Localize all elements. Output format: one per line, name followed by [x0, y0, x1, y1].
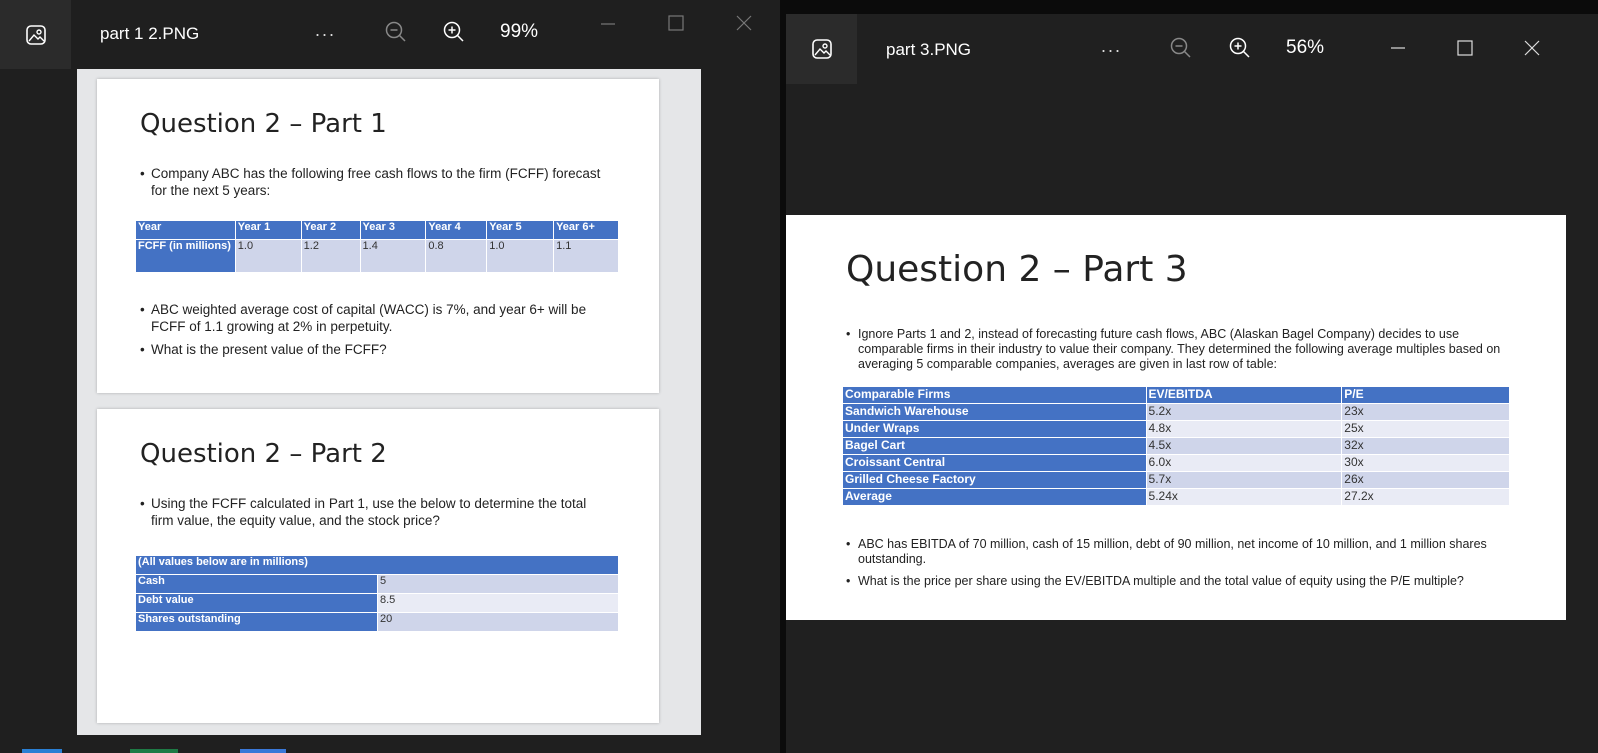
zoom-in-icon[interactable] [442, 20, 466, 44]
bullet-item: • What is the price per share using the EV/EBITDA multiple and the total value of equity using the P/E multiple? [846, 574, 1506, 589]
table-cell: 1.0 [235, 240, 301, 273]
bullet-item: • ABC weighted average cost of capital (WACC) is 7%, and year 6+ will be FCFF of 1.1 growing at 2% in perpetuity. [140, 301, 610, 335]
table-header-cell: Year 4 [426, 221, 487, 240]
photos-window-part1 [0, 0, 780, 753]
table-cell: 4.8x [1146, 421, 1342, 438]
row-label-cell: FCFF (in millions) [136, 240, 236, 273]
table-row [843, 438, 1510, 455]
zoom-level: 99% [500, 21, 539, 42]
table-header-cell: Year 5 [487, 221, 554, 240]
photos-app-icon [25, 24, 47, 46]
taskbar-item[interactable] [240, 749, 286, 753]
window-title: part 3.PNG [886, 40, 972, 59]
table-header-cell: P/E [1342, 387, 1510, 404]
photos-window-part3 [786, 14, 1598, 753]
table-cell: 25x [1342, 421, 1510, 438]
photos-app-icon [811, 38, 833, 60]
bullet-item: • Company ABC has the following free cash flows to the firm (FCFF) forecast for the next 5 years: [140, 165, 610, 199]
bullet-list [846, 537, 1506, 596]
table-cell: 32x [1342, 438, 1510, 455]
window-title: part 1 2.PNG [100, 24, 200, 43]
table-cell: 5.24x [1146, 489, 1342, 506]
slide-question2-part2 [97, 409, 659, 723]
bullet-list [140, 495, 610, 535]
table-cell: 8.5 [378, 594, 619, 613]
maximize-icon[interactable] [1453, 36, 1477, 60]
more-options-button[interactable]: ... [1101, 36, 1123, 56]
bullet-list [846, 327, 1506, 379]
app-icon-button[interactable] [786, 14, 857, 84]
table-row [843, 421, 1510, 438]
table-cell: 1.0 [487, 240, 554, 273]
table-header-cell: Comparable Firms [843, 387, 1147, 404]
table-header-cell: EV/EBITDA [1146, 387, 1342, 404]
bullet-item: • Using the FCFF calculated in Part 1, use the below to determine the total firm value, the equity value, and the stock price? [140, 495, 610, 529]
slide-title: Question 2 – Part 3 [846, 249, 1188, 290]
slide-title: Question 2 – Part 1 [140, 109, 387, 139]
table-cell: 30x [1342, 455, 1510, 472]
table-cell: 27.2x [1342, 489, 1510, 506]
row-label-cell: Bagel Cart [843, 438, 1147, 455]
table-header-cell: Year 2 [301, 221, 360, 240]
bullet-item: • ABC has EBITDA of 70 million, cash of 15 million, debt of 90 million, net income of 10 million, and 1 million shares outstanding. [846, 537, 1506, 567]
app-icon-button[interactable] [0, 0, 71, 69]
table-cell: 5 [378, 575, 619, 594]
table-cell: 23x [1342, 404, 1510, 421]
slide-title: Question 2 – Part 2 [140, 439, 387, 469]
taskbar-item[interactable] [22, 749, 62, 753]
row-label-cell: Croissant Central [843, 455, 1147, 472]
bullet-item: • Ignore Parts 1 and 2, instead of forecasting future cash flows, ABC (Alaskan Bagel Company) decides to use comparable firms in their industry to value their company. They determined the following average multiples based on averaging 5 comparable companies, averages are given in last row of table: [846, 327, 1506, 372]
zoom-level: 56% [1286, 37, 1325, 58]
row-label-cell: Sandwich Warehouse [843, 404, 1147, 421]
minimize-icon[interactable] [596, 12, 620, 36]
table-cell: 20 [378, 613, 619, 632]
bullet-item: • What is the present value of the FCFF? [140, 341, 610, 358]
minimize-icon[interactable] [1386, 36, 1410, 60]
table-row [843, 489, 1510, 506]
comparable-firms-table [842, 386, 1510, 506]
table-cell: 26x [1342, 472, 1510, 489]
fcff-table [135, 220, 619, 273]
table-header-cell: Year 1 [235, 221, 301, 240]
maximize-icon[interactable] [664, 12, 688, 36]
table-row [843, 455, 1510, 472]
taskbar-item[interactable] [130, 749, 178, 753]
row-label-cell: Grilled Cheese Factory [843, 472, 1147, 489]
table-header-cell: Year 3 [360, 221, 426, 240]
more-options-button[interactable]: ... [315, 20, 337, 40]
table-cell: 1.2 [301, 240, 360, 273]
title-bar[interactable] [0, 0, 780, 69]
close-icon[interactable] [732, 12, 756, 36]
table-cell: 1.4 [360, 240, 426, 273]
zoom-in-icon[interactable] [1228, 36, 1252, 60]
table-cell: 5.7x [1146, 472, 1342, 489]
slide-question2-part3 [786, 215, 1566, 620]
zoom-out-icon[interactable] [384, 20, 408, 44]
table-header-cell: Year 6+ [554, 221, 619, 240]
table-cell: 0.8 [426, 240, 487, 273]
row-label-cell: Under Wraps [843, 421, 1147, 438]
zoom-out-icon[interactable] [1169, 36, 1193, 60]
table-cell: 5.2x [1146, 404, 1342, 421]
row-label-cell: Average [843, 489, 1147, 506]
bullet-list [140, 165, 610, 205]
table-cell: 6.0x [1146, 455, 1342, 472]
row-label-cell: Cash [136, 575, 378, 594]
table-header-cell: (All values below are in millions) [136, 556, 619, 575]
image-viewport[interactable] [77, 69, 701, 735]
table-cell: 4.5x [1146, 438, 1342, 455]
row-label-cell: Shares outstanding [136, 613, 378, 632]
table-header-cell: Year [136, 221, 236, 240]
slide-question2-part1 [97, 79, 659, 393]
values-table [135, 555, 619, 632]
table-row [843, 404, 1510, 421]
table-row [843, 472, 1510, 489]
close-icon[interactable] [1520, 36, 1544, 60]
table-cell: 1.1 [554, 240, 619, 273]
bullet-list [140, 301, 610, 364]
title-bar[interactable] [786, 14, 1598, 84]
row-label-cell: Debt value [136, 594, 378, 613]
